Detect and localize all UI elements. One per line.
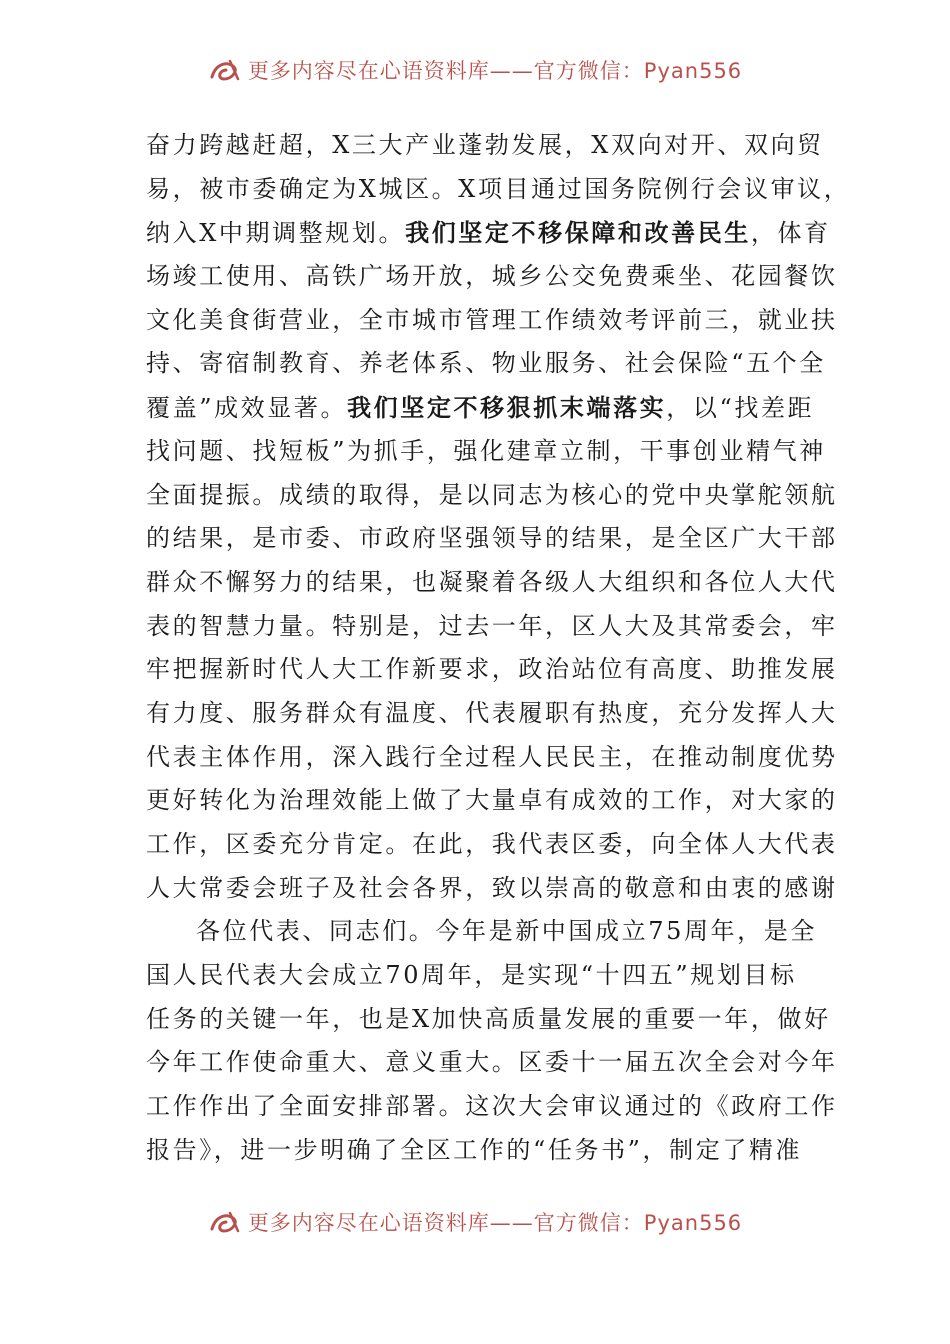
paragraph-first-line: 各位代表、同志们。今年是新中国成立75周年，是全 bbox=[196, 917, 817, 946]
bold-heading: 我们坚定不移保障和改善民生 bbox=[405, 218, 751, 248]
text-line: 人大常委会班子及社会各界，致以崇高的敬意和由衷的感谢 bbox=[146, 873, 838, 902]
text-line: 的结果，是市委、市政府坚强领导的结果，是全区广大干部 bbox=[146, 524, 838, 553]
text-line: 表的智慧力量。特别是，过去一年，区人大及其常委会，牢 bbox=[146, 611, 838, 640]
text-line bbox=[146, 386, 815, 430]
watermark-text: 更多内容尽在心语资料库——官方微信：Pyan556 bbox=[247, 59, 743, 83]
watermark-text: 更多内容尽在心语资料库——官方微信：Pyan556 bbox=[247, 1211, 743, 1235]
bold-heading: 我们坚定不移狠抓末端落实 bbox=[347, 393, 667, 423]
text-line: 牢把握新时代人大工作新要求，政治站位有高度、助推发展 bbox=[146, 655, 838, 684]
text-line: 工作，区委充分肯定。在此，我代表区委，向全体人大代表 bbox=[146, 830, 838, 858]
watermark-footer bbox=[0, 1202, 950, 1242]
brand-logo-icon bbox=[208, 1209, 242, 1235]
text-line: 全面提振。成绩的取得，是以同志为核心的党中央掌舵领航 bbox=[146, 480, 838, 509]
text-line: 奋力跨越赶超，X三大产业蓬勃发展，X双向对开、双向贸 bbox=[146, 131, 824, 159]
text-line: 今年工作使命重大、意义重大。区委十一届五次全会对今年 bbox=[146, 1048, 838, 1077]
text-line: 有力度、服务群众有温度、代表履职有热度，充分发挥人大 bbox=[146, 698, 838, 727]
text-line: 国人民代表大会成立70周年，是实现“十四五”规划目标 bbox=[146, 961, 797, 990]
watermark-header bbox=[0, 50, 950, 90]
text-line: 任务的关键一年，也是X加快高质量发展的重要一年，做好 bbox=[146, 1004, 831, 1033]
brand-logo-icon bbox=[208, 57, 242, 83]
text-run: ，体育 bbox=[750, 219, 831, 248]
text-run: 覆盖”成效显著。 bbox=[146, 394, 348, 423]
document-body bbox=[146, 124, 851, 1173]
text-line: 代表主体作用，深入践行全过程人民民主，在推动制度优势 bbox=[146, 742, 838, 771]
text-line bbox=[146, 211, 831, 255]
text-line: 持、寄宿制教育、养老体系、物业服务、社会保险“五个全 bbox=[146, 349, 826, 378]
text-line: 报告》，进一步明确了全区工作的“任务书”，制定了精准 bbox=[146, 1135, 803, 1164]
text-line: 场竣工使用、高铁广场开放，城乡公交免费乘坐、花园餐饮 bbox=[146, 262, 838, 291]
text-line: 文化美食街营业，全市城市管理工作绩效考评前三，就业扶 bbox=[146, 305, 838, 334]
text-line: 工作作出了全面安排部署。这次大会审议通过的《政府工作 bbox=[146, 1092, 838, 1121]
text-line: 找问题、找短板”为抓手，强化建章立制，干事创业精气神 bbox=[146, 436, 826, 465]
text-run: ，以“找差距 bbox=[666, 394, 815, 423]
text-run: 纳入X中期调整规划。 bbox=[146, 219, 406, 248]
text-line: 易，被市委确定为X城区。X项目通过国务院例行会议审议， bbox=[146, 174, 851, 203]
text-line: 群众不懈努力的结果，也凝聚着各级人大组织和各位人大代 bbox=[146, 567, 838, 596]
text-line: 更好转化为治理效能上做了大量卓有成效的工作，对大家的 bbox=[146, 786, 838, 815]
